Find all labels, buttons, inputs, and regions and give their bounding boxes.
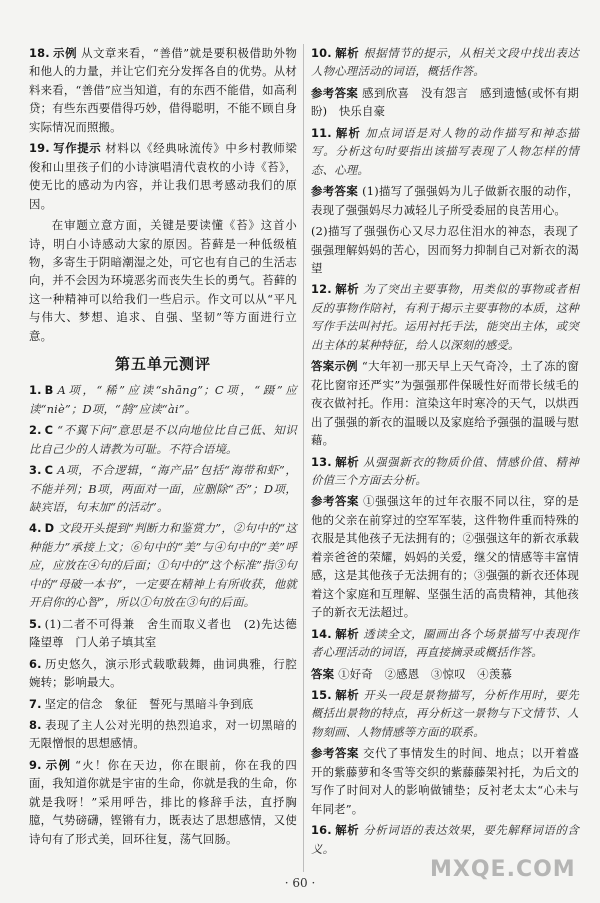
answer-item: [311, 357, 579, 449]
left-column: [29, 44, 297, 851]
answer-item: [29, 695, 297, 713]
answer-item: [29, 716, 297, 753]
item-text: 感到欣喜 没有怨言 感到遗憾(或怀有期盼) 快乐自豪: [311, 85, 579, 119]
item-text: 交代了事情发生的时间、地点；以开着盛开的紫藤萝和冬雪等交织的紫藤藤架衬托，为后文的写作了时间对人的影响做铺垫；反衬老太太“心未与年同老”。: [311, 746, 579, 816]
answer-item: [29, 421, 297, 458]
item-tag: 参考答案: [311, 85, 359, 100]
item-text: 为了突出主要事物，用类似的事物或者相反的事物作陪衬，有利于揭示主要事物的本质，这种写作手法叫衬托。运用衬托手法，能突出主体，或突出主体的某种特征，给人以深刻的感受。: [311, 282, 579, 352]
answer-item: [311, 492, 579, 621]
answer-item: [311, 280, 579, 354]
answer-item: [29, 655, 297, 692]
item-number: 19.: [29, 141, 50, 156]
item-text: 坚定的信念 象征 誓死与黑暗斗争到底: [44, 696, 254, 711]
item-tag: 参考答案: [311, 494, 360, 509]
section-title: 第五单元测评: [114, 355, 211, 374]
item-text: ①好奇 ②感恩 ③惊叹 ④羡慕: [338, 666, 513, 681]
item-number: 5.: [29, 616, 42, 631]
answer-item: [311, 124, 579, 179]
item-text: (1)描写了强强妈为儿子做新衣服的动作，表现了强强妈尽力减轻儿子所受委屈的良苦用心。: [311, 184, 579, 217]
answer-item: [311, 821, 579, 858]
item-tag: 示例: [52, 46, 78, 60]
item-text: 从强强新衣的物质价值、情感价值、精神价值三个方面去分析。: [311, 454, 579, 487]
item-number: 8.: [29, 717, 42, 732]
item-number: 13.: [311, 454, 332, 469]
answer-item: [29, 461, 297, 516]
item-tag: B: [44, 383, 54, 398]
item-tag: 写作提示: [52, 141, 102, 156]
item-text: ①强强这年的过年衣服不同以往，穿的是他的父亲在前穿过的空军军装，这件物件重而特殊的衣服是其他孩子无法拥有的；②强强这年的新衣承载着亲爸爸的荣耀，妈妈的关爱，继父的情感等丰富情感，这是其他孩子无法拥有的；③强强的新衣还体现着这个家庭和互理解、坚强生活的高贵精神，其他孩子的新衣无法超过。: [311, 494, 579, 620]
item-number: 3.: [29, 463, 42, 478]
answer-item: [29, 44, 297, 136]
item-number: 18.: [29, 46, 50, 60]
answer-item: [311, 222, 579, 277]
item-text: 文段开头提到“判断力和鉴赏力”，②句中的“这种能力”承接上文；⑥句中的“美”与④句中的“美”呼应，应放在④句的后面；①句中的“这个标准”指③句中的“母破一本书”，一定要在精神上有所收获，他就开启你的心智”，所以①句放在③句的后面。: [29, 521, 297, 610]
item-text: “不翼下问”意思是不以向地位比自己低、知识比自己少的人请教为可耻。不符合语境。: [29, 423, 297, 456]
item-number: 11.: [311, 125, 332, 140]
item-number: 4.: [29, 521, 42, 536]
answer-item: [29, 381, 297, 418]
item-number: 9.: [29, 757, 42, 772]
item-number: 10.: [311, 46, 332, 60]
item-text: 透读全文，圈画出各个场景描写中表现作者心理活动的词语，再直接摘录或概括作答。: [311, 626, 579, 660]
answer-item: [311, 453, 579, 490]
answer-item: [311, 44, 579, 81]
answer-item: [29, 216, 297, 345]
item-text: “大年初一那天早上天气奇冷，土了冻的窗花比窗帘还严实”为强强那件保暖性好而带长绒毛的夜衣做衬托。作用：渲染这年时寒冷的天气，以烘西出了强强的新衣的温暖以及家庭给予强强的温暖与慰藉。: [311, 359, 579, 448]
item-tag: 解析: [334, 282, 360, 297]
answer-item: [29, 519, 297, 611]
item-text: 从文章来看，“善借”就是要积极借助外物和他人的力量，并让它们充分发挥各自的优势。从材料来看，“善借”应当知道，有的东西不能借，如高利贷；有些东西要借得巧妙，借得聪明，不能不顾自身实际情况而照搬。: [29, 46, 298, 134]
item-text: 开头一段是景物描写，分析作用时，要先概括出景物的特点，再分析这一景物与下文情节、人物刻画、人物情感等方面的联系。: [311, 687, 579, 739]
answer-item: [311, 84, 579, 121]
site-watermark: MXQE.COM: [430, 857, 576, 882]
item-text: 根据情节的提示，从相关文段中找出表达人物心理活动的词语，概括作答。: [311, 46, 579, 79]
item-text: 加点词语是对人物的动作描写和神态描写。分析这句时要指出该描写表现了人物怎样的情态、心理。: [311, 125, 579, 177]
item-tag: C: [44, 423, 54, 438]
item-text: 在审题立意方面，关键是要读懂《苔》这首小诗，明白小诗感动大家的原因。苔藓是一种低级植物，多寄生于阴暗潮湿之处，可它也有自己的生活志向，并不会因为环境恶劣而丧失生长的勇气。苔藓的这一种精神可以给我们一些启示。作文可以从“平凡与伟大、梦想、追求、自强、坚韧”等方面进行立意。: [29, 218, 297, 343]
answer-item: [29, 615, 297, 652]
answer-item: [311, 665, 579, 683]
item-text: A项，不合逻辑，“海产品”包括“海带和虾”，不能并列；B项，两面对一面，应删除“否”；D项，缺宾语，句末加“的活动”。: [29, 463, 297, 514]
item-number: 12.: [311, 282, 332, 297]
item-tag: C: [44, 463, 54, 478]
answer-item: [311, 625, 579, 662]
item-number: 15.: [311, 687, 332, 702]
item-text: (1)二者不可得兼 舍生而取义者也 (2)先达德隆望尊 门人弟子填其室: [29, 616, 297, 650]
item-tag: 解析: [334, 454, 360, 469]
item-text: 历史悠久，演示形式载歌载舞，曲词典雅，行腔婉转；影响最大。: [29, 656, 297, 690]
item-number: 6.: [29, 656, 42, 671]
column-divider: [303, 44, 304, 872]
item-number: 14.: [311, 626, 332, 641]
answer-item: [311, 182, 579, 219]
page-number: · 60 ·: [284, 876, 316, 890]
item-tag: 解析: [334, 823, 360, 838]
item-text: (2)描写了强强伤心又尽力忍住泪水的神态，表现了强强理解妈妈的苦心，因而努力抑制自己对新衣的渴望: [311, 224, 579, 275]
item-number: 1.: [29, 383, 42, 398]
item-text: 表现了主人公对光明的热烈追求，对一切黑暗的无限憎恨的思想感情。: [29, 717, 297, 751]
item-tag: 答案示例: [311, 359, 358, 374]
answer-item: [29, 756, 297, 848]
item-text: 材料以《经典咏流传》中乡村教师梁俊和山里孩子们的小诗演唱清代袁枚的小诗《苔》，使无比的感动为内容，并让我们思考感动我们的原因。: [29, 141, 297, 211]
item-number: 2.: [29, 423, 42, 438]
right-column: [311, 44, 579, 861]
answer-item: [311, 686, 579, 741]
item-tag: 参考答案: [311, 184, 359, 199]
item-tag: 解析: [334, 687, 360, 702]
item-text: “火！你在天边，你在眼前，你在我的四面，我知道你就是宇宙的生命，你就是我的生命，你就是我呀！”采用呼告，排比的修辞手法，直抒胸臆，气势磅礴，铿锵有力，既表达了思想感情，又使诗句有了形式美，回环往复，荡气回肠。: [29, 757, 297, 846]
answer-item: [311, 744, 579, 818]
item-tag: 示例: [44, 757, 72, 772]
item-text: A项，“稀”应读“shāng”；C项，“蹑”应读“niè”；D项，“鹄”应读“ài”。: [29, 383, 297, 416]
item-number: 7.: [29, 696, 42, 711]
item-tag: 参考答案: [311, 746, 360, 761]
item-number: 16.: [311, 823, 332, 838]
item-tag: D: [44, 521, 55, 536]
item-tag: 解析: [334, 626, 360, 641]
item-tag: 解析: [334, 125, 362, 140]
item-text: 分析词语的表达效果，要先解释词语的含义。: [311, 823, 579, 856]
item-tag: 答案: [311, 666, 335, 681]
item-tag: 解析: [334, 46, 360, 60]
answer-item: [29, 139, 297, 213]
